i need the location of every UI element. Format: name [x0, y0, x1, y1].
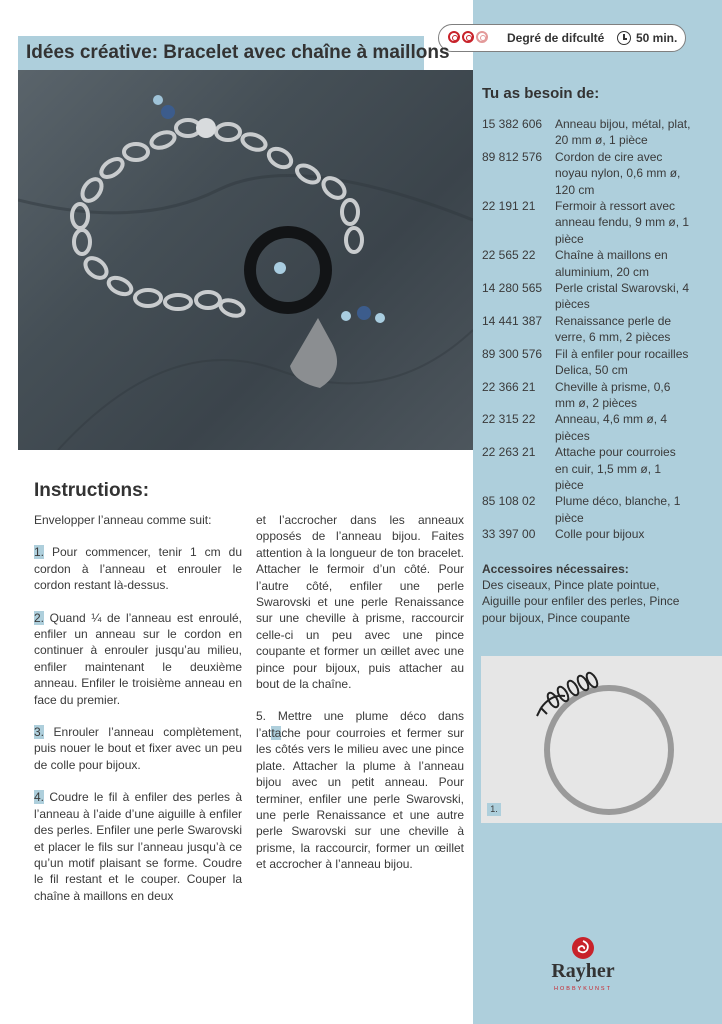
list-item [482, 313, 692, 346]
article-description: Fermoir à ressort avec anneau fendu, 9 mm ø, 1 pièce [555, 199, 690, 246]
article-number: 14 280 565 [482, 281, 543, 296]
article-number: 89 300 576 [482, 346, 543, 361]
article-number: 22 263 21 [482, 445, 536, 460]
clock-icon [617, 31, 631, 45]
article-number: 85 108 02 [482, 494, 536, 509]
difficulty-badge [438, 24, 686, 52]
article-description: Plume déco, blanche, 1 pièce [555, 494, 681, 525]
article-number: 22 565 22 [482, 248, 536, 263]
step-1 [34, 544, 242, 593]
step-3 [34, 724, 242, 773]
step-number: 4. [34, 790, 45, 805]
article-description: Cheville à prisme, 0,6 mm ø, 2 pièces [555, 379, 671, 410]
article-number: 14 441 387 [482, 313, 543, 328]
step-number: 2. [34, 610, 45, 625]
brand-subtitle: HOBBYKUNST [554, 986, 612, 992]
materials-list [482, 116, 692, 543]
article-description: Renaissance perle de verre, 6 mm, 2 pièces [555, 313, 672, 345]
step-text: Coudre le fil à enfiler des perles à l’anneau à l’aide d’une aiguille à enfiler des perles. Enfiler une perle Swarovski et placer le fils sur l’anneau jusqu’à ce qu’un motif plaisant se forme. Coudre le fil restant et le couper. Couper la chaîne à maillons en deux [34, 790, 242, 903]
rose-logo-icon [570, 936, 596, 960]
list-item [482, 444, 692, 493]
article-description: Fil à enfiler pour rocailles Delica, 50 cm [555, 346, 689, 378]
list-item [482, 493, 692, 526]
list-item [482, 247, 692, 280]
accessories-title: Accessoires nécessaires: [482, 562, 629, 576]
materials-title: Tu as besoin de: [482, 85, 600, 102]
rose-icon [476, 31, 488, 43]
step-5 [256, 708, 464, 872]
step-text: 5. Mettre une plume déco dans l’at [256, 709, 464, 740]
list-item [482, 280, 692, 313]
instructions-intro: Envelopper l’anneau comme suit: [34, 513, 212, 527]
list-item [482, 411, 692, 444]
difficulty-label: Degré de difculté [507, 31, 605, 45]
article-number: 15 382 606 [482, 117, 543, 131]
article-number: 22 191 21 [482, 199, 536, 214]
title-bar [18, 36, 450, 70]
step-text: Enrouler l’anneau complètement, puis nouer le bout et fixer avec un peu de colle pour bijoux. [34, 725, 242, 772]
step-text: che pour courroies et fermer sur les côtés vers le milieu avec une pince plate. Attacher la plume à l’anneau bijou avec un petit anneau. Pour terminer, enfiler une perle Swarovski, une perle Renaissance et une autre perle Swarovski sur une cheville à prisme, la raccourcir, former un œillet et accrocher à l’anneau bijou. [256, 725, 464, 872]
article-number: 33 397 00 [482, 527, 536, 542]
list-item [482, 346, 692, 379]
list-item [482, 116, 692, 149]
article-description: Chaîne à maillons en aluminium, 20 cm [555, 248, 668, 279]
brand-name: Rayher [551, 960, 615, 982]
article-number: 22 315 22 [482, 412, 536, 427]
list-item [482, 198, 692, 247]
article-description: Anneau, 4,6 mm ø, 4 pièces [555, 412, 668, 443]
article-description: Anneau bijou, métal, plat, 20 mm ø, 1 pièce [555, 117, 691, 148]
instructions-column-1 [34, 512, 242, 920]
list-item [482, 149, 692, 198]
bracelet-illustration [18, 70, 473, 450]
instructions-column-2 [256, 512, 464, 889]
rose-icon [448, 31, 460, 43]
instructions-title: Instructions: [34, 480, 150, 501]
list-item [482, 379, 692, 412]
list-item [482, 526, 692, 542]
rose-icon [462, 31, 474, 43]
step-2 [34, 610, 242, 708]
article-description: Colle pour bijoux [555, 527, 645, 542]
article-number: 89 812 576 [482, 149, 543, 164]
step-diagram [481, 656, 722, 823]
step-number: 1. [34, 545, 45, 560]
brand-logo [538, 936, 628, 996]
diagram-step-number: 1. [487, 803, 501, 816]
difficulty-rating [448, 31, 488, 43]
article-description: Cordon de cire avec noyau nylon, 0,6 mm ø, 120 cm [555, 149, 681, 197]
step-number: 3. [34, 725, 45, 740]
article-description: Perle cristal Swarovski, 4 pièces [555, 281, 690, 312]
page-title: Idées créative: Bracelet avec chaîne à maillons [26, 42, 450, 63]
step-text: Quand ¼ de l’anneau est enroulé, enfiler un anneau sur le cordon en continuer à enrouler jusqu’au milieu, enfiler maintenant le deuxième anneau. Enfiler le troisième anneau en face du premier. [34, 610, 242, 707]
article-description: Attache pour courroies en cuir, 1,5 mm ø, 1 pièce [555, 445, 676, 492]
step-text: Pour commencer, tenir 1 cm du cordon à l’anneau et enrouler le cordon restant là-dessus. [34, 545, 242, 593]
highlight: ta [271, 725, 282, 740]
time-estimate: 50 min. [636, 31, 678, 45]
step-4 [34, 789, 242, 904]
article-number: 22 366 21 [482, 379, 536, 394]
accessories-text: Des ciseaux, Pince plate pointue, Aiguille pour enfiler des perles, Pince pour bijoux, Pince coupante [482, 578, 680, 625]
ring-wrapping-diagram [481, 656, 722, 823]
step-4-continued: et l’accrocher dans les anneaux opposés de l’anneau bijou. Faites attention à la longueur de ton bracelet. Attacher le fermoir d’un côté. Pour l’autre côté, enfiler une perle Swarovski et une perle Renaissance sur une cheville à prisme, raccourcir celle-ci un peu avec une pince coupante et former un œillet avec une pince pour bijoux, puis attacher au bout de la chaîne. [256, 513, 464, 692]
product-photo [18, 70, 473, 450]
